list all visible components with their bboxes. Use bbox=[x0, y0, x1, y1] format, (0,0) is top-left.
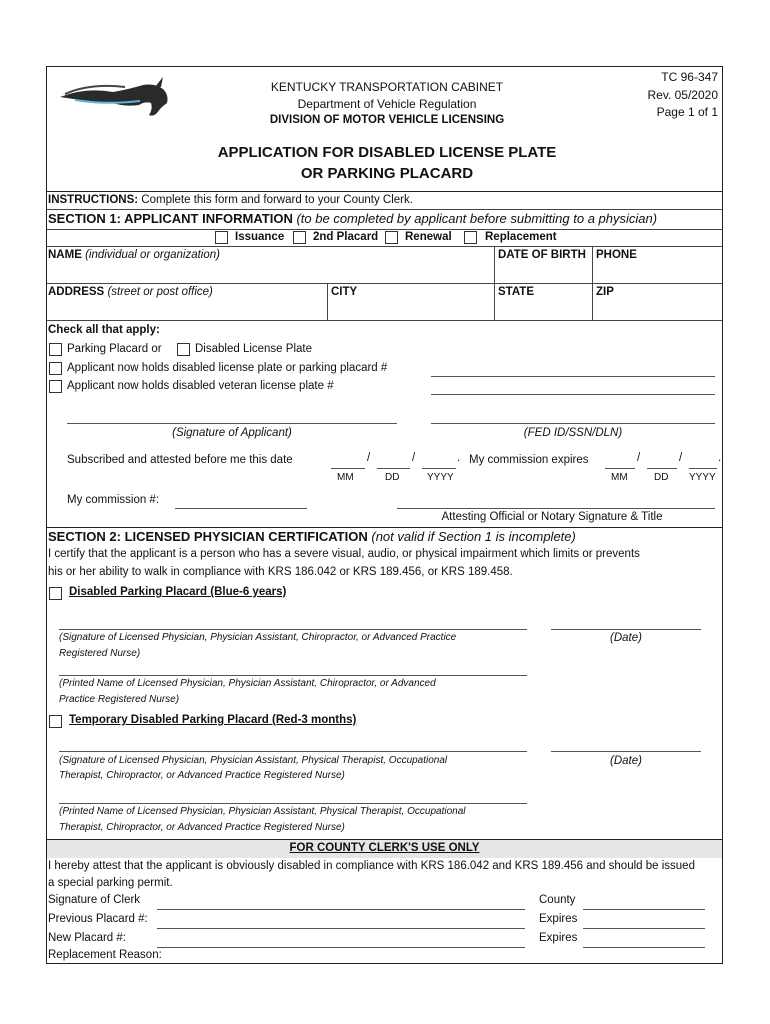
subscribed-mm-caption: MM bbox=[337, 472, 354, 483]
divider bbox=[494, 246, 495, 283]
red-physician-signature-input[interactable] bbox=[59, 751, 527, 752]
blue-date-input[interactable] bbox=[551, 629, 701, 630]
form-title-line1: APPLICATION FOR DISABLED LICENSE PLATE bbox=[217, 144, 557, 161]
clerk-signature-label: Signature of Clerk bbox=[48, 894, 141, 906]
red-placard-checkbox[interactable] bbox=[49, 715, 62, 728]
agency-logo bbox=[55, 73, 175, 123]
certify-text-line1: I certify that the applicant is a person who has a severe visual, audio, or physical impairment which limits or prevents bbox=[48, 548, 640, 560]
notary-signature-input[interactable] bbox=[397, 508, 715, 509]
issuance-checkbox[interactable] bbox=[215, 231, 228, 244]
date-separator: / bbox=[679, 452, 683, 464]
date-of-birth-field[interactable]: DATE OF BIRTH bbox=[498, 249, 586, 261]
city-field[interactable]: CITY bbox=[331, 286, 358, 298]
date-separator: / bbox=[367, 452, 371, 464]
applicant-signature-input[interactable] bbox=[67, 423, 397, 424]
red-printed-name-input[interactable] bbox=[59, 803, 527, 804]
divider bbox=[47, 191, 722, 192]
date-period: . bbox=[718, 452, 722, 464]
date-period: . bbox=[457, 452, 461, 464]
applicant-signature-caption: (Signature of Applicant) bbox=[172, 427, 292, 439]
clerk-attest-line2: a special parking permit. bbox=[48, 877, 173, 889]
subscribed-yyyy-input[interactable] bbox=[422, 468, 456, 469]
section2-heading: SECTION 2: LICENSED PHYSICIAN CERTIFICATION (not valid if Section 1 is incomplete) bbox=[48, 529, 576, 544]
blue-signature-caption-1: (Signature of Licensed Physician, Physician Assistant, Chiropractor, or Advanced Practice bbox=[59, 632, 457, 643]
renewal-checkbox[interactable] bbox=[385, 231, 398, 244]
red-printed-caption-2: Therapist, Chiropractor, or Advanced Practice Registered Nurse) bbox=[59, 822, 345, 833]
notary-signature-caption: Attesting Official or Notary Signature & Title bbox=[441, 511, 663, 523]
red-placard-label: Temporary Disabled Parking Placard (Red-3 months) bbox=[69, 714, 357, 726]
form-title-line2: OR PARKING PLACARD bbox=[300, 165, 474, 182]
new-placard-input[interactable] bbox=[157, 947, 525, 948]
parking-placard-checkbox[interactable] bbox=[49, 343, 62, 356]
second-placard-label: 2nd Placard bbox=[313, 231, 379, 243]
blue-physician-signature-input[interactable] bbox=[59, 629, 527, 630]
name-field-label[interactable]: NAME (individual or organization) bbox=[48, 249, 220, 261]
subscribed-yyyy-caption: YYYY bbox=[427, 472, 454, 483]
subscribed-dd-caption: DD bbox=[385, 472, 400, 483]
clerk-signature-input[interactable] bbox=[157, 909, 525, 910]
red-date-input[interactable] bbox=[551, 751, 701, 752]
previous-placard-label: Previous Placard #: bbox=[48, 913, 148, 925]
holds-plate-label: Applicant now holds disabled license plate or parking placard # bbox=[67, 362, 388, 374]
blue-date-caption: (Date) bbox=[610, 632, 642, 644]
expires-dd-caption: DD bbox=[654, 472, 669, 483]
commission-expires-dd-input[interactable] bbox=[647, 468, 677, 469]
commission-number-label: My commission #: bbox=[67, 494, 160, 506]
blue-printed-caption-2: Practice Registered Nurse) bbox=[59, 694, 180, 705]
revision-date: Rev. 05/2020 bbox=[647, 88, 718, 102]
red-printed-caption-1: (Printed Name of Licensed Physician, Physician Assistant, Physical Therapist, Occupational bbox=[59, 806, 466, 817]
division-name: DIVISION OF MOTOR VEHICLE LICENSING bbox=[269, 114, 505, 126]
replacement-checkbox[interactable] bbox=[464, 231, 477, 244]
county-input[interactable] bbox=[583, 909, 705, 910]
county-label: County bbox=[539, 894, 576, 906]
renewal-label: Renewal bbox=[405, 231, 452, 243]
red-date-caption: (Date) bbox=[610, 755, 642, 767]
commission-expires-mm-input[interactable] bbox=[605, 468, 635, 469]
application-form bbox=[46, 66, 723, 964]
subscribed-mm-input[interactable] bbox=[331, 468, 365, 469]
disabled-license-plate-checkbox[interactable] bbox=[177, 343, 190, 356]
new-expires-input[interactable] bbox=[583, 947, 705, 948]
divider bbox=[494, 283, 495, 320]
new-placard-label: New Placard #: bbox=[48, 932, 126, 944]
red-signature-caption-1: (Signature of Licensed Physician, Physician Assistant, Physical Therapist, Occupational bbox=[59, 755, 448, 766]
previous-expires-label: Expires bbox=[539, 913, 578, 925]
agency-name: KENTUCKY TRANSPORTATION CABINET bbox=[270, 80, 504, 94]
divider bbox=[47, 246, 722, 247]
blue-signature-caption-2: Registered Nurse) bbox=[59, 648, 141, 659]
previous-placard-input[interactable] bbox=[157, 928, 525, 929]
divider bbox=[47, 320, 722, 321]
subscribed-label: Subscribed and attested before me this date bbox=[67, 454, 293, 466]
blue-printed-name-input[interactable] bbox=[59, 675, 527, 676]
expires-yyyy-caption: YYYY bbox=[689, 472, 716, 483]
commission-expires-yyyy-input[interactable] bbox=[689, 468, 717, 469]
blue-printed-caption-1: (Printed Name of Licensed Physician, Physician Assistant, Chiropractor, or Advanced bbox=[59, 678, 436, 689]
form-number: TC 96-347 bbox=[661, 70, 718, 84]
divider bbox=[327, 283, 328, 320]
address-field[interactable]: ADDRESS (street or post office) bbox=[48, 286, 213, 298]
date-separator: / bbox=[412, 452, 416, 464]
issuance-label: Issuance bbox=[235, 231, 285, 243]
holds-plate-number-input[interactable] bbox=[431, 376, 715, 377]
disabled-license-plate-label: Disabled License Plate bbox=[195, 343, 312, 355]
clerk-heading: FOR COUNTY CLERK'S USE ONLY bbox=[289, 842, 480, 854]
check-all-heading: Check all that apply: bbox=[48, 324, 160, 336]
holds-veteran-label: Applicant now holds disabled veteran license plate # bbox=[67, 380, 334, 392]
divider bbox=[47, 229, 722, 230]
department-name: Department of Vehicle Regulation bbox=[297, 97, 477, 111]
zip-field[interactable]: ZIP bbox=[596, 286, 614, 298]
blue-placard-checkbox[interactable] bbox=[49, 587, 62, 600]
divider bbox=[47, 209, 722, 210]
instructions: INSTRUCTIONS: Complete this form and forward to your County Clerk. bbox=[48, 194, 413, 206]
replacement-reason-label: Replacement Reason: bbox=[48, 949, 162, 961]
expires-mm-caption: MM bbox=[611, 472, 628, 483]
divider bbox=[47, 527, 722, 528]
replacement-label: Replacement bbox=[485, 231, 557, 243]
commission-expires-label: My commission expires bbox=[469, 454, 589, 466]
subscribed-dd-input[interactable] bbox=[377, 468, 410, 469]
page-number: Page 1 of 1 bbox=[656, 105, 718, 119]
clerk-attest-line1: I hereby attest that the applicant is obviously disabled in compliance with KRS 186.042 and KRS 189.456 and should be issued bbox=[48, 860, 695, 872]
holds-veteran-checkbox[interactable] bbox=[49, 380, 62, 393]
commission-number-input[interactable] bbox=[175, 508, 307, 509]
new-expires-label: Expires bbox=[539, 932, 578, 944]
date-separator: / bbox=[637, 452, 641, 464]
veteran-plate-number-input[interactable] bbox=[431, 394, 715, 395]
second-placard-checkbox[interactable] bbox=[293, 231, 306, 244]
state-field[interactable]: STATE bbox=[498, 286, 534, 298]
holds-plate-checkbox[interactable] bbox=[49, 362, 62, 375]
divider bbox=[47, 283, 722, 284]
fed-id-input[interactable] bbox=[431, 423, 715, 424]
fed-id-caption: (FED ID/SSN/DLN) bbox=[523, 427, 623, 439]
parking-placard-label: Parking Placard or bbox=[67, 343, 162, 355]
previous-expires-input[interactable] bbox=[583, 928, 705, 929]
red-signature-caption-2: Therapist, Chiropractor, or Advanced Practice Registered Nurse) bbox=[59, 770, 345, 781]
certify-text-line2: his or her ability to walk in compliance with KRS 186.042 or KRS 189.456, or KRS 189.458. bbox=[48, 566, 513, 578]
phone-field[interactable]: PHONE bbox=[596, 249, 637, 261]
blue-placard-label: Disabled Parking Placard (Blue-6 years) bbox=[69, 586, 287, 598]
section1-heading: SECTION 1: APPLICANT INFORMATION (to be completed by applicant before submitting to a physician) bbox=[48, 211, 658, 226]
